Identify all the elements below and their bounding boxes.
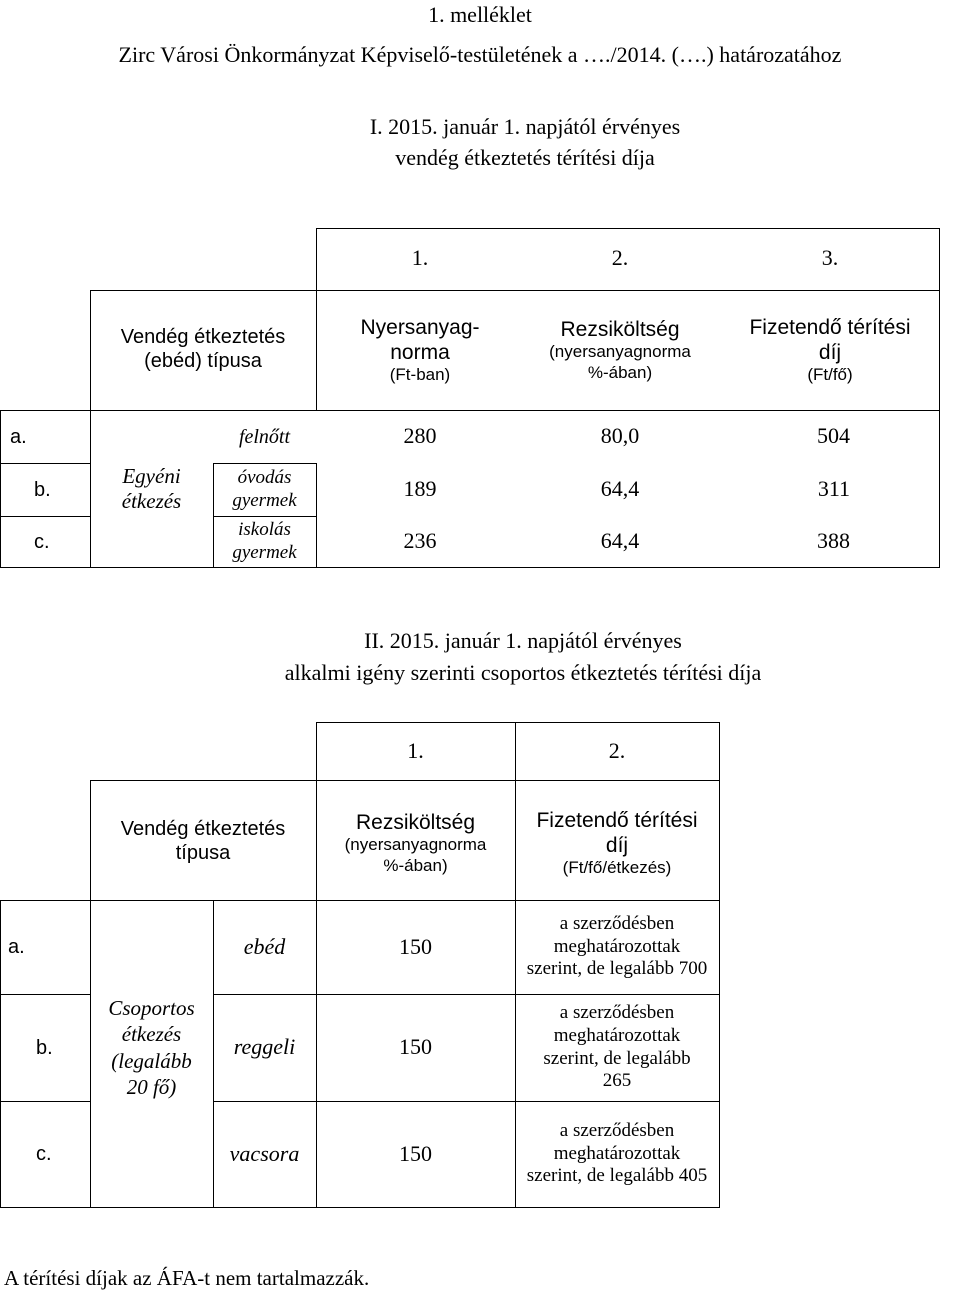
- s2-colnum-2: 2.: [608, 737, 626, 763]
- s2-head-overhead: Rezsiköltség (nyersanyagnorma %-ában): [344, 811, 487, 875]
- s2-row-b-overhead: 150: [399, 1034, 432, 1060]
- section2-subtitle: alkalmi igény szerinti csoportos étkeztetés térítési díja: [284, 660, 762, 685]
- s2-row-a-fee: a szerződésben meghatározottak szerint, de legalább 700: [526, 912, 708, 980]
- s1-row-a-letter: a.: [10, 425, 27, 448]
- s2-colnum-1: 1.: [407, 737, 424, 763]
- s1-colnum-3: 3.: [821, 244, 839, 270]
- section2-title: II. 2015. január 1. napjától érvényes: [364, 628, 682, 653]
- s2-row-c-overhead: 150: [399, 1140, 432, 1166]
- s2-head-type: Vendég étkeztetés típusa: [120, 818, 286, 864]
- section1-subtitle: vendég étkeztetés térítési díja: [395, 145, 655, 170]
- s2-row-c-fee: a szerződésben meghatározottak szerint, de legalább 405: [526, 1119, 708, 1187]
- document-title: Zirc Városi Önkormányzat Képviselő-testületének a …./2014. (….) határozatához: [118, 42, 842, 67]
- s1-head-raw: Nyersanyag- norma (Ft-ban): [360, 315, 480, 384]
- s2-row-a-letter: a.: [8, 936, 25, 958]
- s2-row-b-name: reggeli: [233, 1034, 296, 1060]
- s1-head-type: Vendég étkeztetés (ebéd) típusa: [120, 326, 286, 372]
- appendix-label: 1. melléklet: [428, 2, 532, 27]
- s1-row-a-raw: 280: [403, 423, 437, 449]
- s1-row-b-letter: b.: [34, 478, 51, 501]
- s1-head-fee: Fizetendő térítési díj (Ft/fő): [749, 315, 911, 384]
- vat-note: A térítési díjak az ÁFA-t nem tartalmazzák.: [4, 1266, 370, 1290]
- s1-row-a-name: felnőtt: [238, 425, 291, 448]
- s2-head-fee: Fizetendő térítési díj (Ft/fő/étkezés): [536, 808, 698, 877]
- s1-row-a-overhead: 80,0: [600, 423, 640, 449]
- s2-group-label: Csoportos étkezés (legalább 20 fő): [108, 996, 195, 1099]
- s1-row-b-overhead: 64,4: [600, 476, 640, 502]
- s1-row-b-name: óvodás gyermek: [232, 466, 297, 511]
- s2-row-b-fee: a szerződésben meghatározottak szerint, de legalább 265: [543, 1001, 691, 1092]
- s2-row-a-overhead: 150: [399, 933, 432, 959]
- s2-row-b-letter: b.: [36, 1036, 53, 1059]
- s1-row-c-name: iskolás gyermek: [232, 518, 297, 563]
- s2-row-c-letter: c.: [36, 1143, 52, 1165]
- s1-row-c-fee: 388: [817, 528, 850, 554]
- s1-row-b-raw: 189: [403, 476, 437, 502]
- s2-row-a-name: ebéd: [243, 933, 286, 959]
- s1-row-a-fee: 504: [817, 423, 850, 449]
- s2-row-c-name: vacsora: [229, 1140, 300, 1166]
- section1-title: I. 2015. január 1. napjától érvényes: [369, 114, 681, 139]
- s1-group-label: Egyéni étkezés: [121, 463, 182, 513]
- s1-head-overhead: Rezsiköltség (nyersanyagnorma %-ában): [549, 318, 691, 382]
- s1-row-c-letter: c.: [34, 530, 50, 553]
- s1-colnum-1: 1.: [411, 244, 429, 270]
- s1-colnum-2: 2.: [611, 244, 629, 270]
- s1-row-b-fee: 311: [817, 476, 850, 502]
- s1-row-c-overhead: 64,4: [600, 528, 640, 554]
- s1-row-c-raw: 236: [403, 528, 437, 554]
